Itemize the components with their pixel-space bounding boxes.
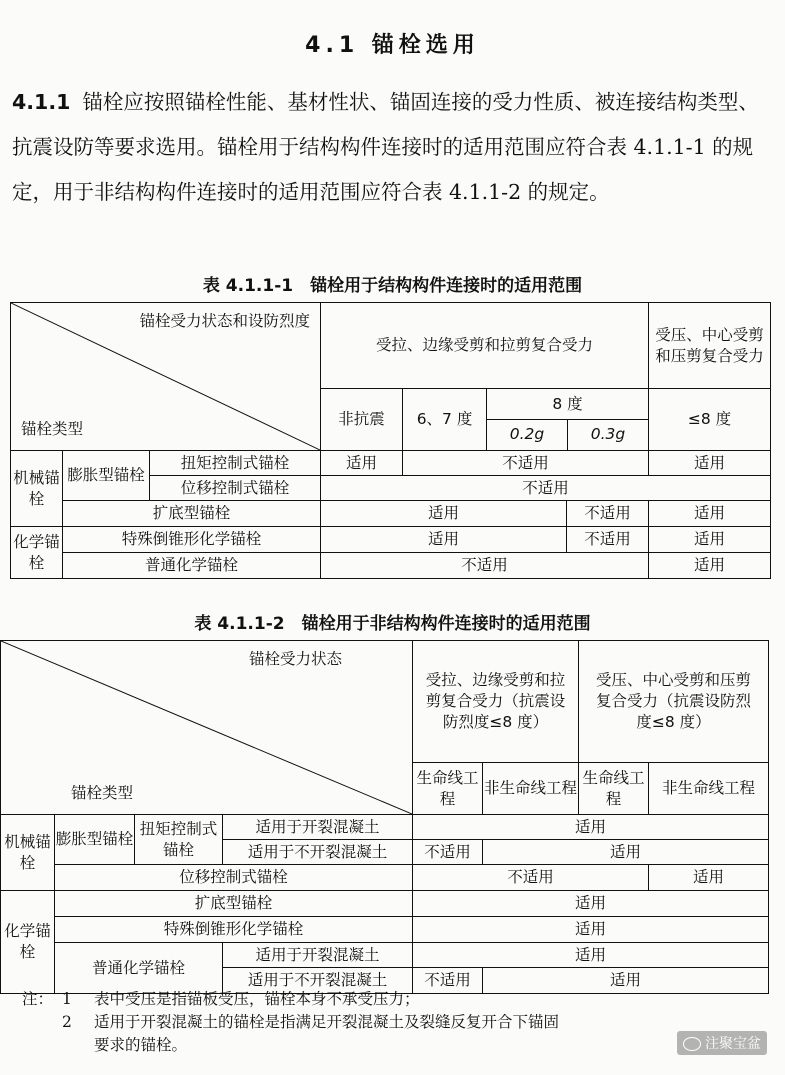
table2-cat-chem: 化学锚栓 [1, 891, 55, 994]
note-number: 1 [62, 990, 72, 1008]
table2-header-group2: 受压、中心受剪和压剪复合受力（抗震设防烈度≤8 度） [579, 641, 769, 763]
table1-header-03g: 0.3g [590, 425, 626, 444]
table2-cell: 适用 [413, 891, 769, 917]
table2-row-label: 适用于开裂混凝土 [223, 815, 413, 840]
table1-cell: 不适用 [403, 451, 649, 476]
section-title: 4.1 锚栓选用 [305, 33, 480, 58]
table1-cat-mech: 机械锚栓 [11, 451, 63, 527]
table2-cell: 适用 [483, 840, 769, 865]
table1-cat-expansion: 膨胀型锚栓 [63, 451, 150, 501]
table1-cell: 适用 [649, 501, 771, 527]
table2-header-life: 生命线工程 [413, 763, 483, 815]
table2-row-label: 适用于不开裂混凝土 [223, 968, 413, 994]
note-text-continued: 要求的锚栓。 [94, 1036, 188, 1054]
table2-cell: 适用 [649, 865, 769, 891]
table1-cell: 适用 [321, 501, 567, 527]
wechat-icon [683, 1037, 701, 1051]
table1-row-label: 扭矩控制式锚栓 [150, 451, 321, 476]
table1 [10, 302, 771, 579]
table2-cell: 不适用 [413, 865, 649, 891]
table1-corner-top: 锚栓受力状态和设防烈度 [139, 312, 311, 330]
table1-header-67: 6、7 度 [403, 389, 487, 451]
table1-row-label: 普通化学锚栓 [63, 553, 321, 579]
table2-cell: 适用 [413, 815, 769, 840]
table2-header-nonlife2: 非生命线工程 [649, 763, 769, 815]
table2-row-label: 特殊倒锥形化学锚栓 [55, 917, 413, 943]
table2-cat-torque: 扭矩控制式锚栓 [135, 815, 223, 865]
table2-cell: 适用 [483, 968, 769, 994]
table2-cell: 不适用 [413, 840, 483, 865]
table1-row-label: 扩底型锚栓 [63, 501, 321, 527]
table1-cell: 适用 [649, 451, 771, 476]
table1-header-group2: 受压、中心受剪和压剪复合受力 [649, 303, 771, 389]
table2-row-label: 适用于不开裂混凝土 [223, 840, 413, 865]
table1-cell: 适用 [649, 527, 771, 553]
table2-cat-expansion: 膨胀型锚栓 [55, 815, 135, 865]
table2-corner-top: 锚栓受力状态 [248, 650, 342, 668]
table2-corner-header [1, 641, 413, 815]
note-text: 适用于开裂混凝土的锚栓是指满足开裂混凝土及裂缝反复开合下锚固 [94, 1013, 560, 1031]
table1-header-8deg [487, 389, 649, 451]
table1-header-nonseismic: 非抗震 [321, 389, 403, 451]
table1-header-le8: ≤8 度 [649, 389, 771, 451]
clause-text: 锚栓应按照锚栓性能、基材性状、锚固连接的受力性质、被连接结构类型、抗震设防等要求选用。锚栓用于结构构件连接时的适用范围应符合表 4.1.1-1 的规定，用于非结构构件连接时的适用范围应符合表 4.1.1-2 的规定。 [12, 90, 759, 204]
table1-cell: 不适用 [567, 527, 649, 553]
table1-cat-chem: 化学锚栓 [11, 527, 63, 579]
table2-row-label: 位移控制式锚栓 [55, 865, 413, 891]
table1-cell: 适用 [321, 527, 567, 553]
table1-cell: 适用 [321, 451, 403, 476]
table1-row-label: 位移控制式锚栓 [150, 476, 321, 501]
table2-header-life2: 生命线工程 [579, 763, 649, 815]
notes-label: 注： [22, 990, 54, 1008]
table1-header-8: 8 度 [487, 390, 648, 420]
clause-paragraph [12, 80, 778, 215]
table2-caption: 表 4.1.1-2 锚栓用于非结构构件连接时的适用范围 [194, 614, 591, 634]
table2 [0, 640, 769, 994]
note-text: 表中受压是指锚板受压，锚栓本身不承受压力； [94, 990, 420, 1008]
table2-cell: 不适用 [413, 968, 483, 994]
table1-corner-bottom: 锚栓类型 [21, 420, 84, 438]
table2-cell: 适用 [413, 917, 769, 943]
table2-row-label: 扩底型锚栓 [55, 891, 413, 917]
table2-header-group1: 受拉、边缘受剪和拉剪复合受力（抗震设防烈度≤8 度） [413, 641, 579, 763]
table1-cell: 适用 [649, 553, 771, 579]
table1-cell: 不适用 [321, 553, 649, 579]
table1-cell: 不适用 [567, 501, 649, 527]
clause-number: 4.1.1 [12, 90, 71, 114]
table1-cell: 不适用 [321, 476, 771, 501]
table2-header-nonlife: 非生命线工程 [483, 763, 579, 815]
watermark-text: 注聚宝盆 [705, 1036, 761, 1052]
table1-row-label: 特殊倒锥形化学锚栓 [63, 527, 321, 553]
table1-caption: 表 4.1.1-1 锚栓用于结构构件连接时的适用范围 [202, 276, 583, 296]
table1-header-group1: 受拉、边缘受剪和拉剪复合受力 [321, 303, 649, 389]
table2-cat-mech: 机械锚栓 [1, 815, 55, 891]
table2-corner-bottom: 锚栓类型 [71, 784, 134, 802]
table2-cell: 适用 [413, 943, 769, 968]
table-notes [22, 988, 734, 1057]
table1-header-02g: 0.2g [487, 420, 568, 450]
table1-corner-header [11, 303, 321, 451]
table2-row-label: 适用于开裂混凝土 [223, 943, 413, 968]
note-number: 2 [62, 1013, 72, 1031]
table2-cat-ordinary: 普通化学锚栓 [55, 943, 223, 994]
watermark [677, 1031, 767, 1055]
